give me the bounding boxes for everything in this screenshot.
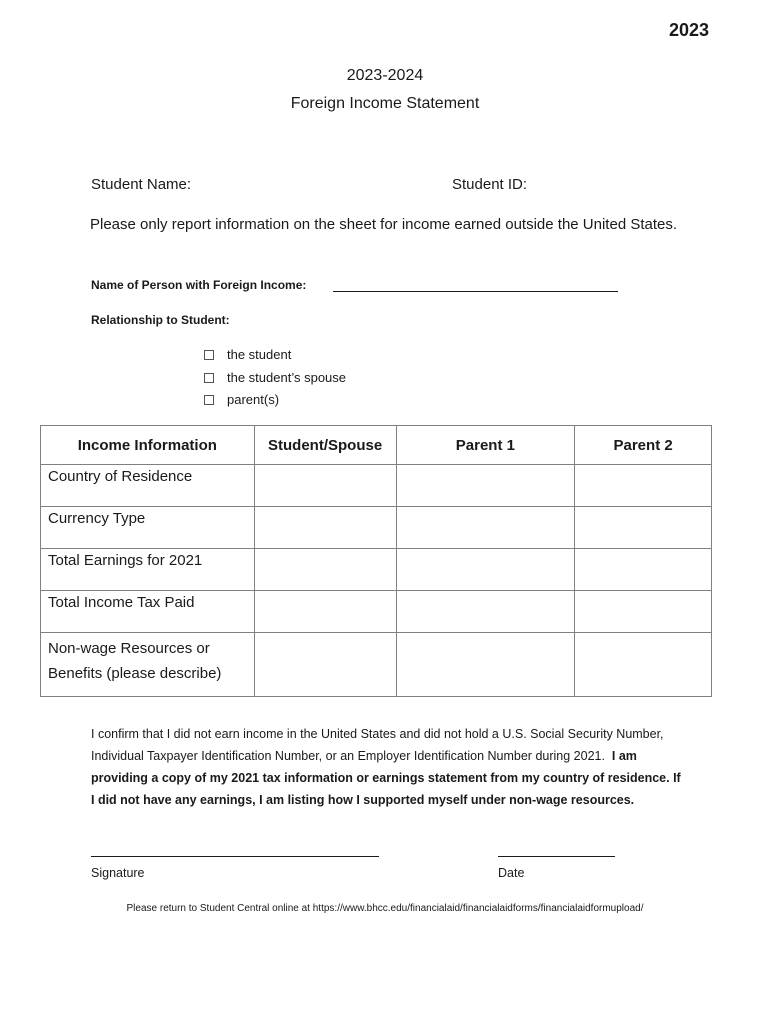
option-label: the student [227, 347, 292, 362]
header-student-spouse: Student/Spouse [254, 426, 396, 465]
input-cell[interactable] [575, 633, 712, 697]
table-header-row [41, 426, 712, 465]
option-parents[interactable] [204, 392, 279, 407]
header-income-information: Income Information [41, 426, 255, 465]
input-cell[interactable] [396, 633, 575, 697]
student-name-label: Student Name: [91, 176, 192, 193]
signature-line[interactable] [91, 856, 379, 857]
row-label: Currency Type [41, 507, 255, 549]
input-cell[interactable] [575, 507, 712, 549]
date-label: Date [498, 866, 525, 880]
option-label: parent(s) [227, 392, 280, 407]
confirmation-text: I confirm that I did not earn income in the United States and did not hold a U.S. Social Security Number, Individual Taxpayer Identification Number, or an Employer Identification Number during 2021. [91, 727, 664, 763]
intro-text: Please only report information on the sheet for income earned outside the United States. [90, 216, 678, 233]
input-cell[interactable] [575, 465, 712, 507]
table-row [41, 591, 712, 633]
table-row [41, 633, 712, 697]
input-cell[interactable] [396, 507, 575, 549]
input-cell[interactable] [575, 549, 712, 591]
checkbox-icon[interactable] [204, 350, 214, 360]
input-cell[interactable] [396, 591, 575, 633]
checkbox-icon[interactable] [204, 373, 214, 383]
year-label: 2023 [669, 20, 710, 40]
option-student[interactable] [204, 347, 291, 362]
input-cell[interactable] [254, 633, 396, 697]
input-cell[interactable] [575, 591, 712, 633]
row-label: Country of Residence [41, 465, 255, 507]
input-cell[interactable] [254, 591, 396, 633]
option-spouse[interactable] [204, 370, 346, 385]
foreign-income-person-field[interactable] [333, 291, 618, 292]
header-parent-2: Parent 2 [575, 426, 712, 465]
input-cell[interactable] [254, 549, 396, 591]
table-row [41, 465, 712, 507]
row-label: Total Income Tax Paid [41, 591, 255, 633]
table-row [41, 507, 712, 549]
input-cell[interactable] [396, 465, 575, 507]
student-id-label: Student ID: [452, 176, 528, 193]
page-title: Foreign Income Statement [290, 95, 480, 112]
row-label: Total Earnings for 2021 [41, 549, 255, 591]
row-label: Non-wage Resources or Benefits (please describe) [41, 633, 255, 697]
confirmation-statement [91, 723, 681, 811]
input-cell[interactable] [254, 465, 396, 507]
checkbox-icon[interactable] [204, 395, 214, 405]
page-title-years: 2023-2024 [346, 67, 424, 84]
option-label: the student’s spouse [227, 370, 347, 385]
foreign-income-person-label: Name of Person with Foreign Income: [91, 278, 307, 292]
input-cell[interactable] [396, 549, 575, 591]
date-line[interactable] [498, 856, 615, 857]
footer-return-instructions: Please return to Student Central online at https://www.bhcc.edu/financialaid/financialaidforms/financialaidformupload/ [126, 903, 644, 914]
confirmation-bold-text: I am providing a copy of my 2021 tax information or earnings statement from my country of residence. If I did not have any earnings, I am listing how I supported myself under non-wage resources. [91, 749, 681, 807]
table-row [41, 549, 712, 591]
input-cell[interactable] [254, 507, 396, 549]
header-parent-1: Parent 1 [396, 426, 575, 465]
signature-label: Signature [91, 866, 145, 880]
relationship-label: Relationship to Student: [91, 313, 230, 327]
income-table [40, 425, 712, 697]
